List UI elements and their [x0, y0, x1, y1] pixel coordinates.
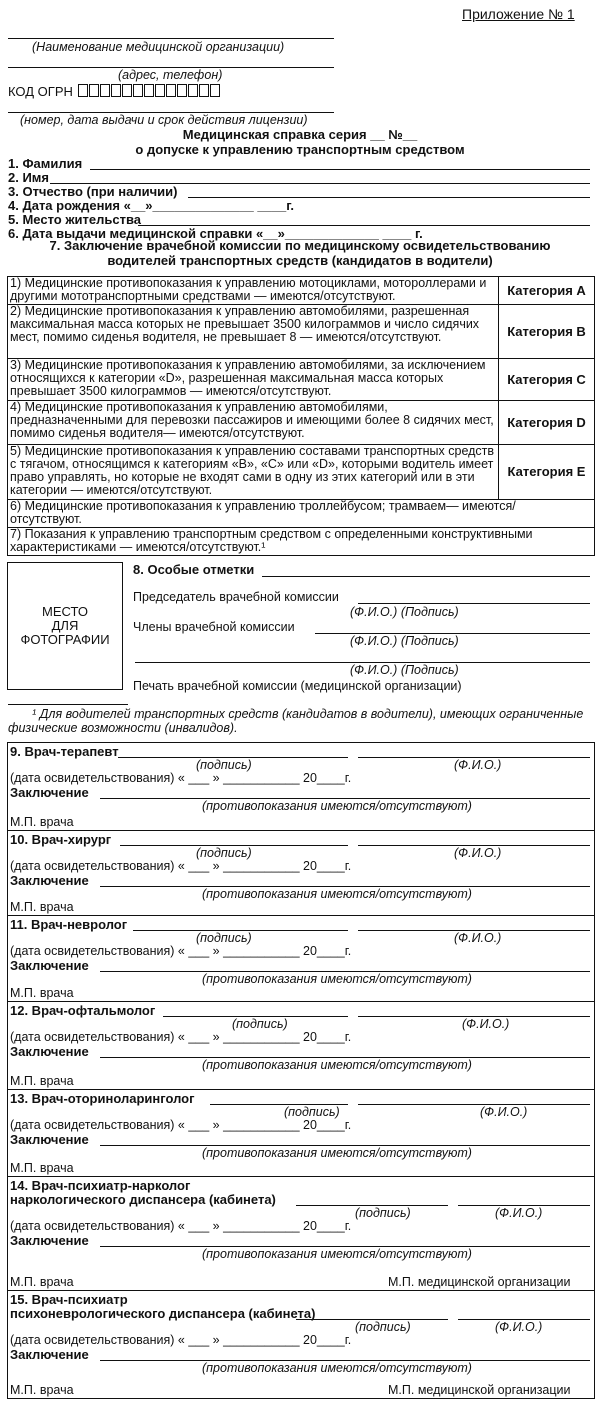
fio-caption: (Ф.И.О.) — [454, 846, 502, 860]
conclusion-label: Заключение — [10, 1233, 89, 1248]
license-caption: (номер, дата выдачи и срок действия лицензии) — [20, 113, 308, 127]
contra-caption: (противопоказания имеются/отсутствуют) — [202, 887, 472, 901]
contra-caption: (противопоказания имеются/отсутствуют) — [202, 972, 472, 986]
fio-caption: (Ф.И.О.) — [495, 1320, 543, 1334]
contra-caption: (противопоказания имеются/отсутствуют) — [202, 1058, 472, 1072]
photo-placeholder — [7, 562, 123, 690]
special-marks-label: 8. Особые отметки — [133, 562, 255, 577]
fio-line[interactable] — [358, 1104, 590, 1105]
fio-caption: (Ф.И.О.) — [462, 1017, 510, 1031]
contra-caption: (противопоказания имеются/отсутствуют) — [202, 1146, 472, 1160]
ogrn-digit-cell[interactable] — [122, 84, 132, 97]
field-label: 2. Имя — [8, 170, 49, 185]
doctor-title: 9. Врач-терапевт — [10, 744, 119, 759]
footnote: ¹ Для водителей транспортных средств (кандидатов в водители), имеющих ограниченные физические возможности (инвалидов). — [8, 707, 584, 735]
conclusion-label: Заключение — [10, 1132, 89, 1147]
chairman-label: Председатель врачебной комиссии — [133, 590, 339, 604]
photo-text-3: ФОТОГРАФИИ — [20, 632, 110, 647]
category-text: 1) Медицинские противопоказания к управлению мотоциклами, мотороллерами и другими мототранспортными средствами — имеются/отсутствуют. — [10, 276, 487, 303]
signature-caption: (подпись) — [196, 846, 252, 860]
contra-caption: (противопоказания имеются/отсутствуют) — [202, 799, 472, 813]
ogrn-digit-cell[interactable] — [177, 84, 187, 97]
signature-caption: (подпись) — [196, 758, 252, 772]
appendix-label: Приложение № 1 — [462, 6, 575, 22]
category-label: Категория А — [507, 282, 586, 298]
certificate-title-1: Медицинская справка серия __ №__ — [182, 127, 418, 142]
contra-caption: (противопоказания имеются/отсутствуют) — [202, 1361, 472, 1375]
ogrn-digit-cell[interactable] — [210, 84, 220, 97]
members-caption-2: (Ф.И.О.) (Подпись) — [350, 663, 459, 677]
signature-caption: (подпись) — [355, 1206, 411, 1220]
doctor-title: 10. Врач-хирург — [10, 832, 112, 847]
field-label: 1. Фамилия — [8, 156, 83, 171]
chairman-line — [358, 603, 590, 604]
org-name-line — [8, 38, 334, 39]
category-label: Категория Е — [507, 464, 586, 479]
exam-date[interactable]: (дата освидетельствования) « ___ » ___________ 20____г. — [10, 944, 352, 958]
ogrn-digit-cell[interactable] — [144, 84, 154, 97]
fio-caption: (Ф.И.О.) — [480, 1105, 528, 1119]
mp-doctor: М.П. врача — [10, 1074, 74, 1088]
category-text: 3) Медицинские противопоказания к управлению автомобилями, за исключением относящихся к категории «D», разрешенная максимальная масса которых превышает 3500 килограммов — имеются/отсутствуют. — [10, 358, 486, 398]
ogrn-digit-cell[interactable] — [111, 84, 121, 97]
exam-date[interactable]: (дата освидетельствования) « ___ » ___________ 20____г. — [10, 771, 352, 785]
field-row — [8, 156, 82, 171]
field-row — [8, 212, 141, 227]
field-label: 5. Место жительства — [8, 212, 142, 227]
photo-text-2: ДЛЯ — [51, 618, 79, 633]
seal-label: Печать врачебной комиссии (медицинской организации) — [133, 679, 462, 693]
certificate-title-2: о допуске к управлению транспортным средством — [135, 142, 465, 157]
exam-date[interactable]: (дата освидетельствования) « ___ » ___________ 20____г. — [10, 1118, 352, 1132]
field-label: 3. Отчество (при наличии) — [8, 184, 178, 199]
field-input-line[interactable] — [90, 169, 590, 170]
conclusion-title-2: водителей транспортных средств (кандидатов в водители) — [107, 253, 493, 268]
special-marks-line — [262, 576, 590, 577]
conclusion-label: Заключение — [10, 873, 89, 888]
conclusion-label: Заключение — [10, 1347, 89, 1362]
category-text: 5) Медицинские противопоказания к управлению составами транспортных средств с тягачом, относящимся к категориям «В», «С» или «D», которыми водитель имеет право управлять, но которые не входят сами в одну из этих категорий или в эти категории — имеются/отсутствуют. — [10, 444, 495, 497]
conclusion-label: Заключение — [10, 1044, 89, 1059]
signature-caption: (подпись) — [284, 1105, 340, 1119]
category-text: 2) Медицинские противопоказания к управлению автомобилями, разрешенная максимальная масса которых не превышает 3500 килограммов и число сидячих мест, помимо сиденья водителя, не превышает 8 — имеются/отсутствуют. — [10, 304, 480, 344]
fio-caption: (Ф.И.О.) — [454, 931, 502, 945]
mp-org: М.П. медицинской организации — [388, 1383, 571, 1397]
field-label: 6. Дата выдачи медицинской справки «__»_____________ ____ г. — [8, 226, 423, 241]
mp-doctor: М.П. врача — [10, 1275, 74, 1289]
field-row — [8, 198, 294, 213]
exam-date[interactable]: (дата освидетельствования) « ___ » ___________ 20____г. — [10, 1030, 352, 1044]
doctor-title-2: наркологического диспансера (кабинета) — [10, 1192, 276, 1207]
ogrn-label: КОД ОГРН — [8, 84, 73, 99]
category-text: 4) Медицинские противопоказания к управлению автомобилями, предназначенными для перевозки пассажиров и имеющими более 8 сидячих мест, помимо сиденья водителя— имеются/отсутствуют. — [10, 400, 494, 440]
mp-doctor: М.П. врача — [10, 1383, 74, 1397]
conclusion-title-1: 7. Заключение врачебной комиссии по медицинскому освидетельствованию — [49, 238, 551, 253]
exam-date[interactable]: (дата освидетельствования) « ___ » ___________ 20____г. — [10, 1219, 352, 1233]
members-caption-1: (Ф.И.О.) (Подпись) — [350, 634, 459, 648]
mp-doctor: М.П. врача — [10, 900, 74, 914]
ogrn-digit-cell[interactable] — [78, 84, 88, 97]
conclusion-label: Заключение — [10, 958, 89, 973]
ogrn-digit-cell[interactable] — [155, 84, 165, 97]
doctor-title: 12. Врач-офтальмолог — [10, 1003, 156, 1018]
address-caption: (адрес, телефон) — [118, 68, 223, 82]
org-name-caption: (Наименование медицинской организации) — [32, 40, 285, 54]
doctor-title: 13. Врач-оториноларинголог — [10, 1091, 195, 1106]
doctor-title: 11. Врач-невролог — [10, 917, 128, 932]
ogrn-row — [8, 84, 220, 99]
mp-doctor: М.П. врача — [10, 1161, 74, 1175]
doctor-title: 15. Врач-психиатр — [10, 1292, 128, 1307]
footnote-divider — [8, 704, 128, 705]
ogrn-cells[interactable] — [77, 84, 220, 99]
signature-caption: (подпись) — [355, 1320, 411, 1334]
contra-caption: (противопоказания имеются/отсутствуют) — [202, 1247, 472, 1261]
field-label: 4. Дата рождения «__»______________ ____г. — [8, 198, 294, 213]
field-row — [8, 170, 49, 185]
ogrn-digit-cell[interactable] — [188, 84, 198, 97]
ogrn-digit-cell[interactable] — [100, 84, 110, 97]
field-row — [8, 184, 177, 199]
signature-caption: (подпись) — [232, 1017, 288, 1031]
chairman-caption: (Ф.И.О.) (Подпись) — [350, 605, 459, 619]
mp-doctor: М.П. врача — [10, 815, 74, 829]
ogrn-digit-cell[interactable] — [199, 84, 209, 97]
mp-org: М.П. медицинской организации — [388, 1275, 571, 1289]
exam-date[interactable]: (дата освидетельствования) « ___ » ___________ 20____г. — [10, 1333, 352, 1347]
members-label: Члены врачебной комиссии — [133, 620, 295, 634]
category-row-7-text: 7) Показания к управлению транспортным средством с определенными конструктивными характеристиками — имеются/отсутствуют.¹ — [10, 527, 533, 554]
doctor-title: 14. Врач-психиатр-нарколог — [10, 1178, 191, 1193]
exam-date[interactable]: (дата освидетельствования) « ___ » ___________ 20____г. — [10, 859, 352, 873]
ogrn-digit-cell[interactable] — [133, 84, 143, 97]
category-label: Категория В — [507, 323, 586, 339]
photo-text-1: МЕСТО — [42, 604, 88, 619]
signature-caption: (подпись) — [196, 931, 252, 945]
fio-caption: (Ф.И.О.) — [495, 1206, 543, 1220]
ogrn-digit-cell[interactable] — [166, 84, 176, 97]
category-row-6-text: 6) Медицинские противопоказания к управлению троллейбусом; трамваем— имеются/ отсутствуют. — [10, 499, 516, 526]
fio-caption: (Ф.И.О.) — [454, 758, 502, 772]
category-label: Категория С — [507, 371, 586, 387]
doctor-title-2: психоневрологического диспансера (кабинета) — [10, 1306, 316, 1321]
category-label: Категория D — [507, 414, 586, 430]
ogrn-digit-cell[interactable] — [89, 84, 99, 97]
mp-doctor: М.П. врача — [10, 986, 74, 1000]
conclusion-label: Заключение — [10, 785, 89, 800]
